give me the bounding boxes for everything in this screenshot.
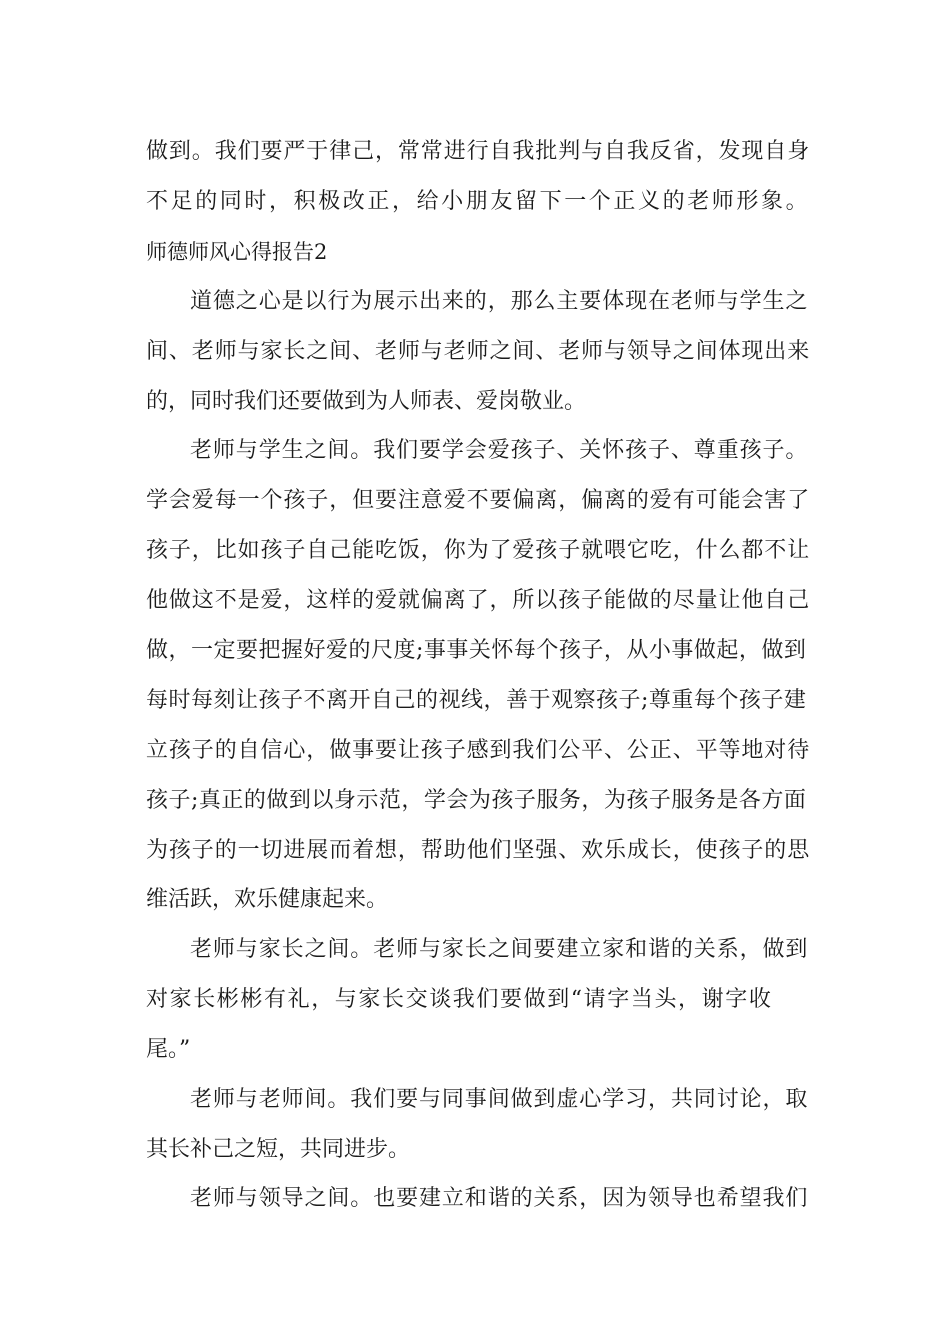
text-line: 尾。” (146, 1037, 191, 1062)
paragraph-start: 老师与老师间。我们要与同事间做到虚心学习，共同讨论，取 (190, 1087, 809, 1112)
text-line: 孩子，比如孩子自己能吃饭，你为了爱孩子就喂它吃，什么都不让 (146, 538, 811, 563)
text-line: 其长补己之短，共同进步。 (146, 1137, 411, 1162)
text-line: 立孩子的自信心，做事要让孩子感到我们公平、公正、平等地对待 (146, 738, 811, 763)
text-line: 孩子;真正的做到以身示范，学会为孩子服务，为孩子服务是各方面 (146, 788, 807, 813)
text-line: 的，同时我们还要做到为人师表、爱岗敬业。 (146, 389, 587, 414)
text-line: 做到。我们要严于律己，常常进行自我批判与自我反省，发现自身 (146, 139, 811, 164)
text-line: 学会爱每一个孩子，但要注意爱不要偏离，偏离的爱有可能会害了 (146, 488, 811, 513)
paragraph-start: 老师与领导之间。也要建立和谐的关系，因为领导也希望我们 (190, 1186, 809, 1211)
paragraph-start: 老师与家长之间。老师与家长之间要建立家和谐的关系，做到 (190, 937, 809, 962)
text-line: 他做这不是爱，这样的爱就偏离了，所以孩子能做的尽量让他自己 (146, 588, 811, 613)
text-line: 每时每刻让孩子不离开自己的视线，善于观察孩子;尊重每个孩子建 (146, 688, 807, 713)
text-line: 对家长彬彬有礼，与家长交谈我们要做到“请字当头，谢字收 (146, 987, 773, 1012)
text-line: 维活跃，欢乐健康起来。 (146, 887, 389, 912)
paragraph-start: 道德之心是以行为展示出来的，那么主要体现在老师与学生之 (190, 289, 809, 314)
section-heading: 师德师风心得报告2 (146, 240, 328, 264)
text-line: 不足的同时，积极改正，给小朋友留下一个正义的老师形象。 (146, 189, 811, 214)
text-line: 做，一定要把握好爱的尺度;事事关怀每个孩子，从小事做起，做到 (146, 638, 807, 663)
text-line: 为孩子的一切进展而着想，帮助他们坚强、欢乐成长，使孩子的思 (146, 838, 811, 863)
paragraph-start: 老师与学生之间。我们要学会爱孩子、关怀孩子、尊重孩子。 (190, 438, 809, 463)
text-line: 间、老师与家长之间、老师与老师之间、老师与领导之间体现出来 (146, 339, 811, 364)
